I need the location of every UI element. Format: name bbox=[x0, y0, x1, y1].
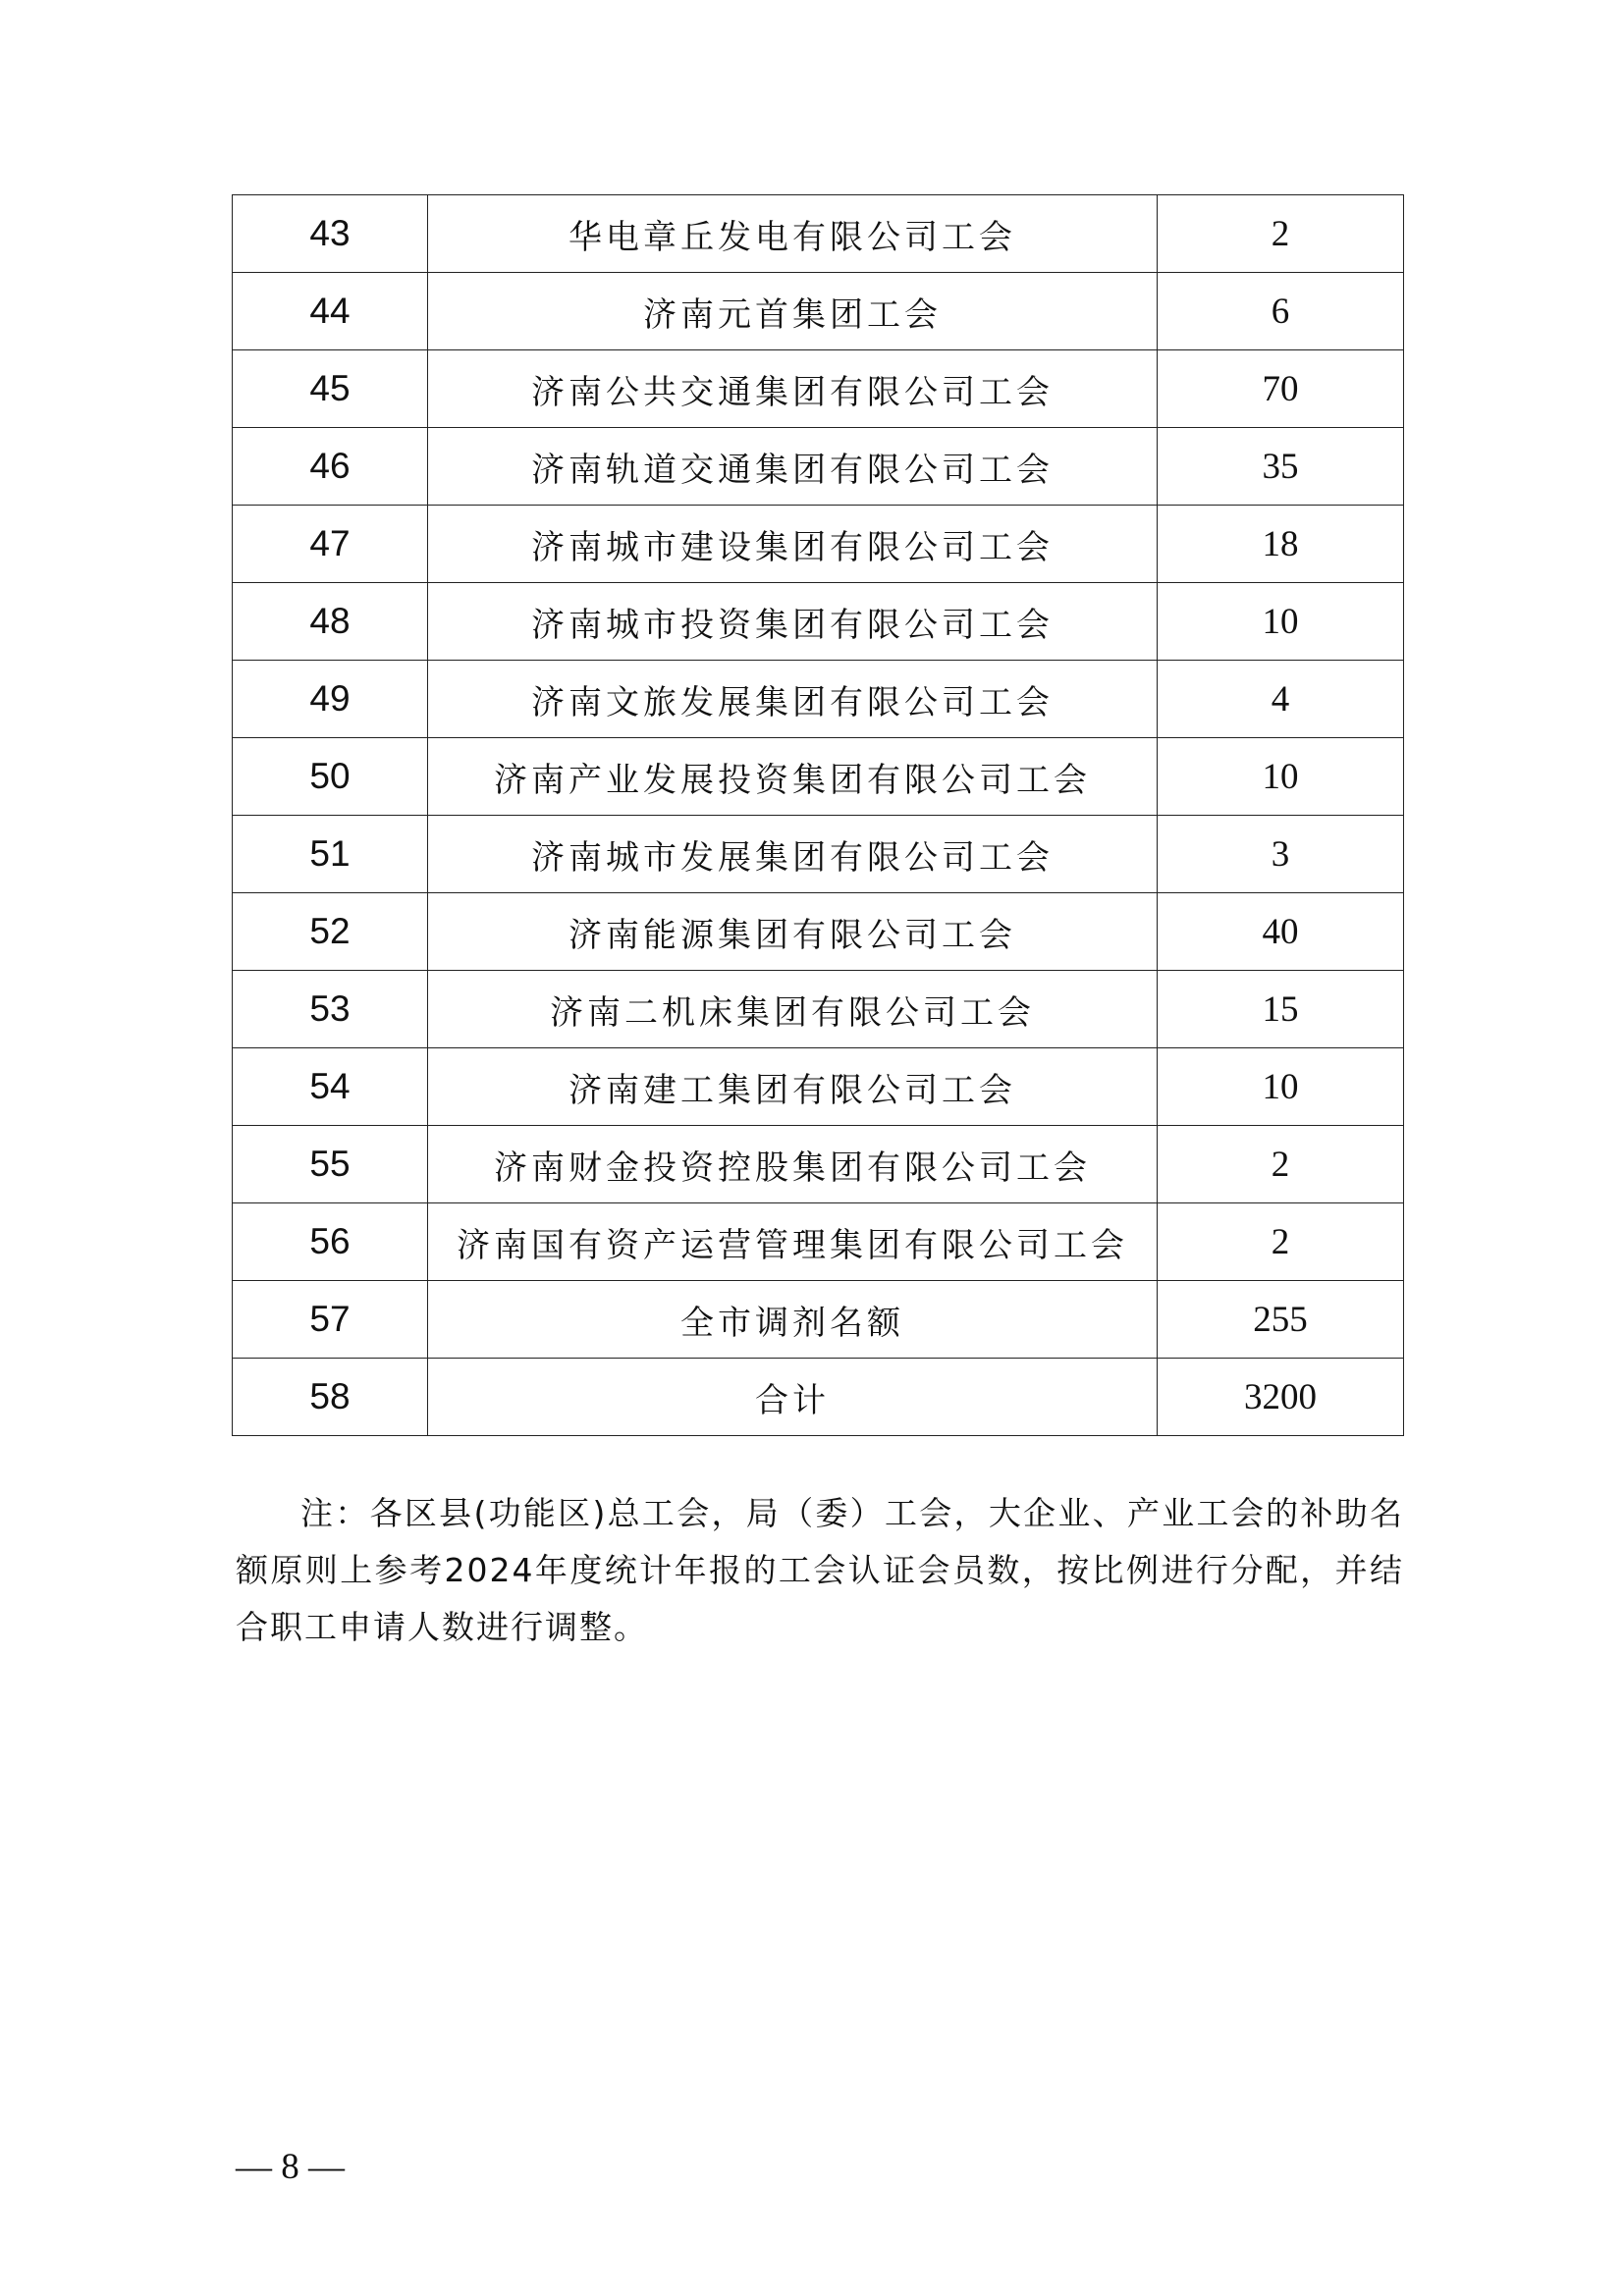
row-number-cell: 58 bbox=[233, 1359, 428, 1436]
row-number-cell: 53 bbox=[233, 971, 428, 1048]
table-row bbox=[233, 428, 1404, 506]
organization-name-cell: 济南建工集团有限公司工会 bbox=[428, 1048, 1158, 1126]
quota-value-cell: 40 bbox=[1158, 893, 1404, 971]
row-number-cell: 44 bbox=[233, 273, 428, 350]
quota-value-cell: 10 bbox=[1158, 583, 1404, 661]
quota-value-cell: 255 bbox=[1158, 1281, 1404, 1359]
table-row bbox=[233, 1048, 1404, 1126]
quota-value-cell: 10 bbox=[1158, 1048, 1404, 1126]
row-number-cell: 55 bbox=[233, 1126, 428, 1203]
row-number-cell: 52 bbox=[233, 893, 428, 971]
footnote: 注：各区县(功能区)总工会，局（委）工会，大企业、产业工会的补助名额原则上参考2024年度统计年报的工会认证会员数，按比例进行分配，并结合职工申请人数进行调整。 bbox=[236, 1494, 1404, 1646]
quota-value-cell: 3 bbox=[1158, 816, 1404, 893]
organization-name-cell: 济南二机床集团有限公司工会 bbox=[428, 971, 1158, 1048]
row-number-cell: 43 bbox=[233, 195, 428, 273]
row-number-cell: 54 bbox=[233, 1048, 428, 1126]
quota-value-cell: 35 bbox=[1158, 428, 1404, 506]
row-number-cell: 45 bbox=[233, 350, 428, 428]
quota-value-cell: 3200 bbox=[1158, 1359, 1404, 1436]
quota-value-cell: 70 bbox=[1158, 350, 1404, 428]
quota-value-cell: 2 bbox=[1158, 1126, 1404, 1203]
table-row bbox=[233, 1203, 1404, 1281]
row-number-cell: 49 bbox=[233, 661, 428, 738]
table-row-total bbox=[233, 1359, 1404, 1436]
quota-value-cell: 15 bbox=[1158, 971, 1404, 1048]
quota-table-body bbox=[233, 195, 1404, 1436]
row-number-cell: 51 bbox=[233, 816, 428, 893]
quota-table bbox=[232, 194, 1404, 1436]
table-row bbox=[233, 971, 1404, 1048]
row-number-cell: 50 bbox=[233, 738, 428, 816]
organization-name-cell: 济南财金投资控股集团有限公司工会 bbox=[428, 1126, 1158, 1203]
row-number-cell: 56 bbox=[233, 1203, 428, 1281]
organization-name-cell: 济南城市发展集团有限公司工会 bbox=[428, 816, 1158, 893]
row-number-cell: 46 bbox=[233, 428, 428, 506]
quota-value-cell: 18 bbox=[1158, 506, 1404, 583]
table-row bbox=[233, 738, 1404, 816]
row-number-cell: 57 bbox=[233, 1281, 428, 1359]
organization-name-cell: 全市调剂名额 bbox=[428, 1281, 1158, 1359]
organization-name-cell: 合计 bbox=[428, 1359, 1158, 1436]
table-row bbox=[233, 273, 1404, 350]
table-row bbox=[233, 816, 1404, 893]
organization-name-cell: 济南城市建设集团有限公司工会 bbox=[428, 506, 1158, 583]
organization-name-cell: 济南产业发展投资集团有限公司工会 bbox=[428, 738, 1158, 816]
organization-name-cell: 济南公共交通集团有限公司工会 bbox=[428, 350, 1158, 428]
organization-name-cell: 济南城市投资集团有限公司工会 bbox=[428, 583, 1158, 661]
organization-name-cell: 济南轨道交通集团有限公司工会 bbox=[428, 428, 1158, 506]
table-row bbox=[233, 583, 1404, 661]
quota-value-cell: 6 bbox=[1158, 273, 1404, 350]
organization-name-cell: 济南国有资产运营管理集团有限公司工会 bbox=[428, 1203, 1158, 1281]
page-number: — 8 — bbox=[236, 2147, 345, 2187]
table-row bbox=[233, 1126, 1404, 1203]
quota-value-cell: 2 bbox=[1158, 195, 1404, 273]
organization-name-cell: 济南能源集团有限公司工会 bbox=[428, 893, 1158, 971]
table-row bbox=[233, 195, 1404, 273]
organization-name-cell: 济南文旅发展集团有限公司工会 bbox=[428, 661, 1158, 738]
quota-value-cell: 10 bbox=[1158, 738, 1404, 816]
quota-value-cell: 2 bbox=[1158, 1203, 1404, 1281]
row-number-cell: 48 bbox=[233, 583, 428, 661]
table-row bbox=[233, 506, 1404, 583]
table-row bbox=[233, 893, 1404, 971]
table-row bbox=[233, 1281, 1404, 1359]
organization-name-cell: 华电章丘发电有限公司工会 bbox=[428, 195, 1158, 273]
row-number-cell: 47 bbox=[233, 506, 428, 583]
table-row bbox=[233, 661, 1404, 738]
organization-name-cell: 济南元首集团工会 bbox=[428, 273, 1158, 350]
table-row bbox=[233, 350, 1404, 428]
quota-value-cell: 4 bbox=[1158, 661, 1404, 738]
